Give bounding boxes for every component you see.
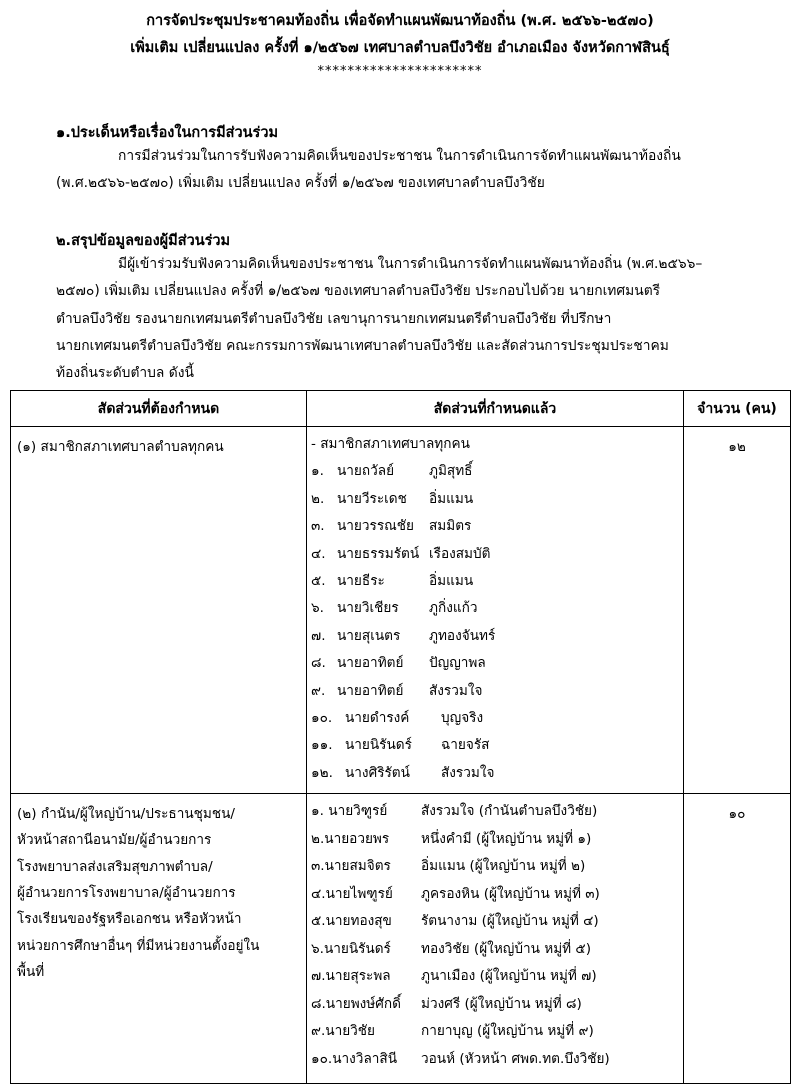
participants-table [10, 390, 791, 1084]
member-row: ๖.นายนิรันดร์ ทองวิชัย (ผู้ใหญ่บ้าน หมู่ที่ ๕) [311, 940, 592, 957]
header-count: จำนวน (คน) [684, 391, 791, 427]
member-row: ๙.นายวิชัย กายาบุญ (ผู้ใหญ่บ้าน หมู่ที่ ๙) [311, 1023, 594, 1040]
doc-title-line-2: เพิ่มเติม เปลี่ยนแปลง ครั้งที่ ๑/๒๕๖๗ เทศบาลตำบลบึงวิชัย อำเภอเมือง จังหวัดกาฬสินธุ์ [130, 40, 670, 56]
section2-paragraph [56, 251, 786, 387]
header-assigned-proportion: สัดส่วนที่กำหนดแล้ว [307, 391, 684, 427]
member-row: ๗.นายสุระพล ภูนาเมือง (ผู้ใหญ่บ้าน หมู่ที่ ๗) [311, 968, 597, 985]
member-row: ๑๐. นายดำรงค์ บุญจริง [311, 709, 484, 726]
section2-line: ๒๕๗๐) เพิ่มเติม เปลี่ยนแปลง ครั้งที่ ๑/๒๕๖๗ ของเทศบาลตำบลบึงวิชัย ประกอบไปด้วย นายกเทศมนตรี [56, 283, 661, 300]
section1-paragraph [56, 143, 786, 198]
category-line: โรงพยาบาลส่งเสริมสุขภาพตำบล/ [17, 858, 213, 875]
header-required-proportion: สัดส่วนที่ต้องกำหนด [11, 391, 307, 427]
category-line: หน่วยการศึกษาอื่นๆ ที่มีหน่วยงานตั้งอยู่ใน [17, 937, 260, 954]
member-row: ๑๐.นางวิลาสินี วอนห์ (หัวหน้า ศพด.ทต.บึงวิชัย) [311, 1050, 610, 1067]
table-row [11, 794, 791, 1084]
member-row: ๖. นายวิเชียร ภูกิ่งแก้ว [311, 600, 478, 617]
count-value: ๑๐ [728, 806, 746, 823]
member-row: ๑. นายถวัลย์ ภูมิสุทธิ์ [311, 463, 473, 480]
section1-line: (พ.ศ.๒๕๖๖-๒๕๗๐) เพิ่มเติม เปลี่ยนแปลง ครั้งที่ ๑/๒๕๖๗ ของเทศบาลตำบลบึงวิชัย [56, 175, 545, 192]
category-line: โรงเรียนของรัฐหรือเอกชน หรือหัวหน้า [17, 911, 242, 928]
section2-line: นายกเทศมนตรีตำบลบึงวิชัย คณะกรรมการพัฒนาเทศบาลตำบลบึงวิชัย และสัดส่วนการประชุมประชาคม [56, 337, 669, 354]
category-line: (๑) สมาชิกสภาเทศบาลตำบลทุกคน [17, 439, 224, 455]
count-cell [684, 794, 791, 1084]
member-row: ๔. นายธรรมรัตน์ เรืองสมบัติ [311, 545, 491, 562]
member-row: ๑. นายวิฑูรย์ สังรวมใจ (กำนันตำบลบึงวิชัย) [311, 803, 598, 820]
member-row: ๑๒. นางศิริรัตน์ สังรวมใจ [311, 764, 495, 781]
table-row [11, 427, 791, 794]
section2-line: ท้องถิ่นระดับตำบล ดังนี้ [56, 365, 194, 382]
members-cell [307, 427, 684, 794]
category-line: ผู้อำนวยการโรงพยาบาล/ผู้อำนวยการ [17, 884, 236, 901]
member-row: ๑๑. นายนิรันดร์ ฉายจรัส [311, 737, 490, 754]
count-cell [684, 427, 791, 794]
title-divider: ********************** [317, 64, 483, 79]
section1-line: การมีส่วนร่วมในการรับฟังความคิดเห็นของประชาชน ในการดำเนินการจัดทำแผนพัฒนาท้องถิ่น [118, 148, 681, 164]
member-row: ๒.นายอวยพร หนึ่งคำมี (ผู้ใหญ่บ้าน หมู่ที่ ๑) [311, 830, 592, 847]
category-cell [11, 794, 307, 1084]
category-cell [11, 427, 307, 794]
category-line: (๒) กำนัน/ผู้ใหญ่บ้าน/ประธานชุมชน/ [17, 806, 235, 823]
category-line: พื้นที่ [17, 963, 45, 980]
category-line: หัวหน้าสถานีอนามัย/ผู้อำนวยการ [17, 832, 212, 849]
member-row: ๗. นายสุเนตร ภูทองจันทร์ [311, 627, 496, 644]
member-row: ๔.นายไพฑูรย์ ภูครองหิน (ผู้ใหญ่บ้าน หมู่ที่ ๓) [311, 885, 600, 902]
count-value: ๑๒ [728, 439, 746, 455]
section2-heading: ๒.สรุปข้อมูลของผู้มีส่วนร่วม [56, 233, 231, 249]
section1-heading: ๑.ประเด็นหรือเรื่องในการมีส่วนร่วม [56, 125, 279, 141]
members-intro: - สมาชิกสภาเทศบาลทุกคน [311, 436, 470, 452]
section2-line: ตำบลบึงวิชัย รองนายกเทศมนตรีตำบลบึงวิชัย เลขานุการนายกเทศมนตรีตำบลบึงวิชัย ที่ปรึกษา [56, 310, 612, 327]
table-header-row [11, 391, 791, 427]
section2-line: มีผู้เข้าร่วมรับฟังความคิดเห็นของประชาชน ในการดำเนินการจัดทำแผนพัฒนาท้องถิ่น (พ.ศ.๒๕๖๖– [118, 256, 703, 272]
member-row: ๕.นายทองสุข รัตนางาม (ผู้ใหญ่บ้าน หมู่ที่ ๔) [311, 913, 599, 930]
member-row: ๕. นายธีระ อิ่มแมน [311, 572, 474, 589]
member-row: ๘.นายพงษ์ศักดิ์ ม่วงศรี (ผู้ใหญ่บ้าน หมู่ที่ ๘) [311, 995, 582, 1012]
member-row: ๙. นายอาทิตย์ สังรวมใจ [311, 682, 483, 699]
member-row: ๘. นายอาทิตย์ ปัญญาพล [311, 655, 486, 672]
doc-title-line-1: การจัดประชุมประชาคมท้องถิ่น เพื่อจัดทำแผนพัฒนาท้องถิ่น (พ.ศ. ๒๕๖๖-๒๕๗๐) [146, 13, 654, 29]
member-row: ๒. นายวีระเดช อิ่มแมน [311, 490, 474, 507]
member-row: ๓.นายสมจิตร อิ่มแมน (ผู้ใหญ่บ้าน หมู่ที่ ๒) [311, 858, 586, 875]
members-cell [307, 794, 684, 1084]
member-row: ๓. นายวรรณชัย สมมิตร [311, 518, 472, 535]
